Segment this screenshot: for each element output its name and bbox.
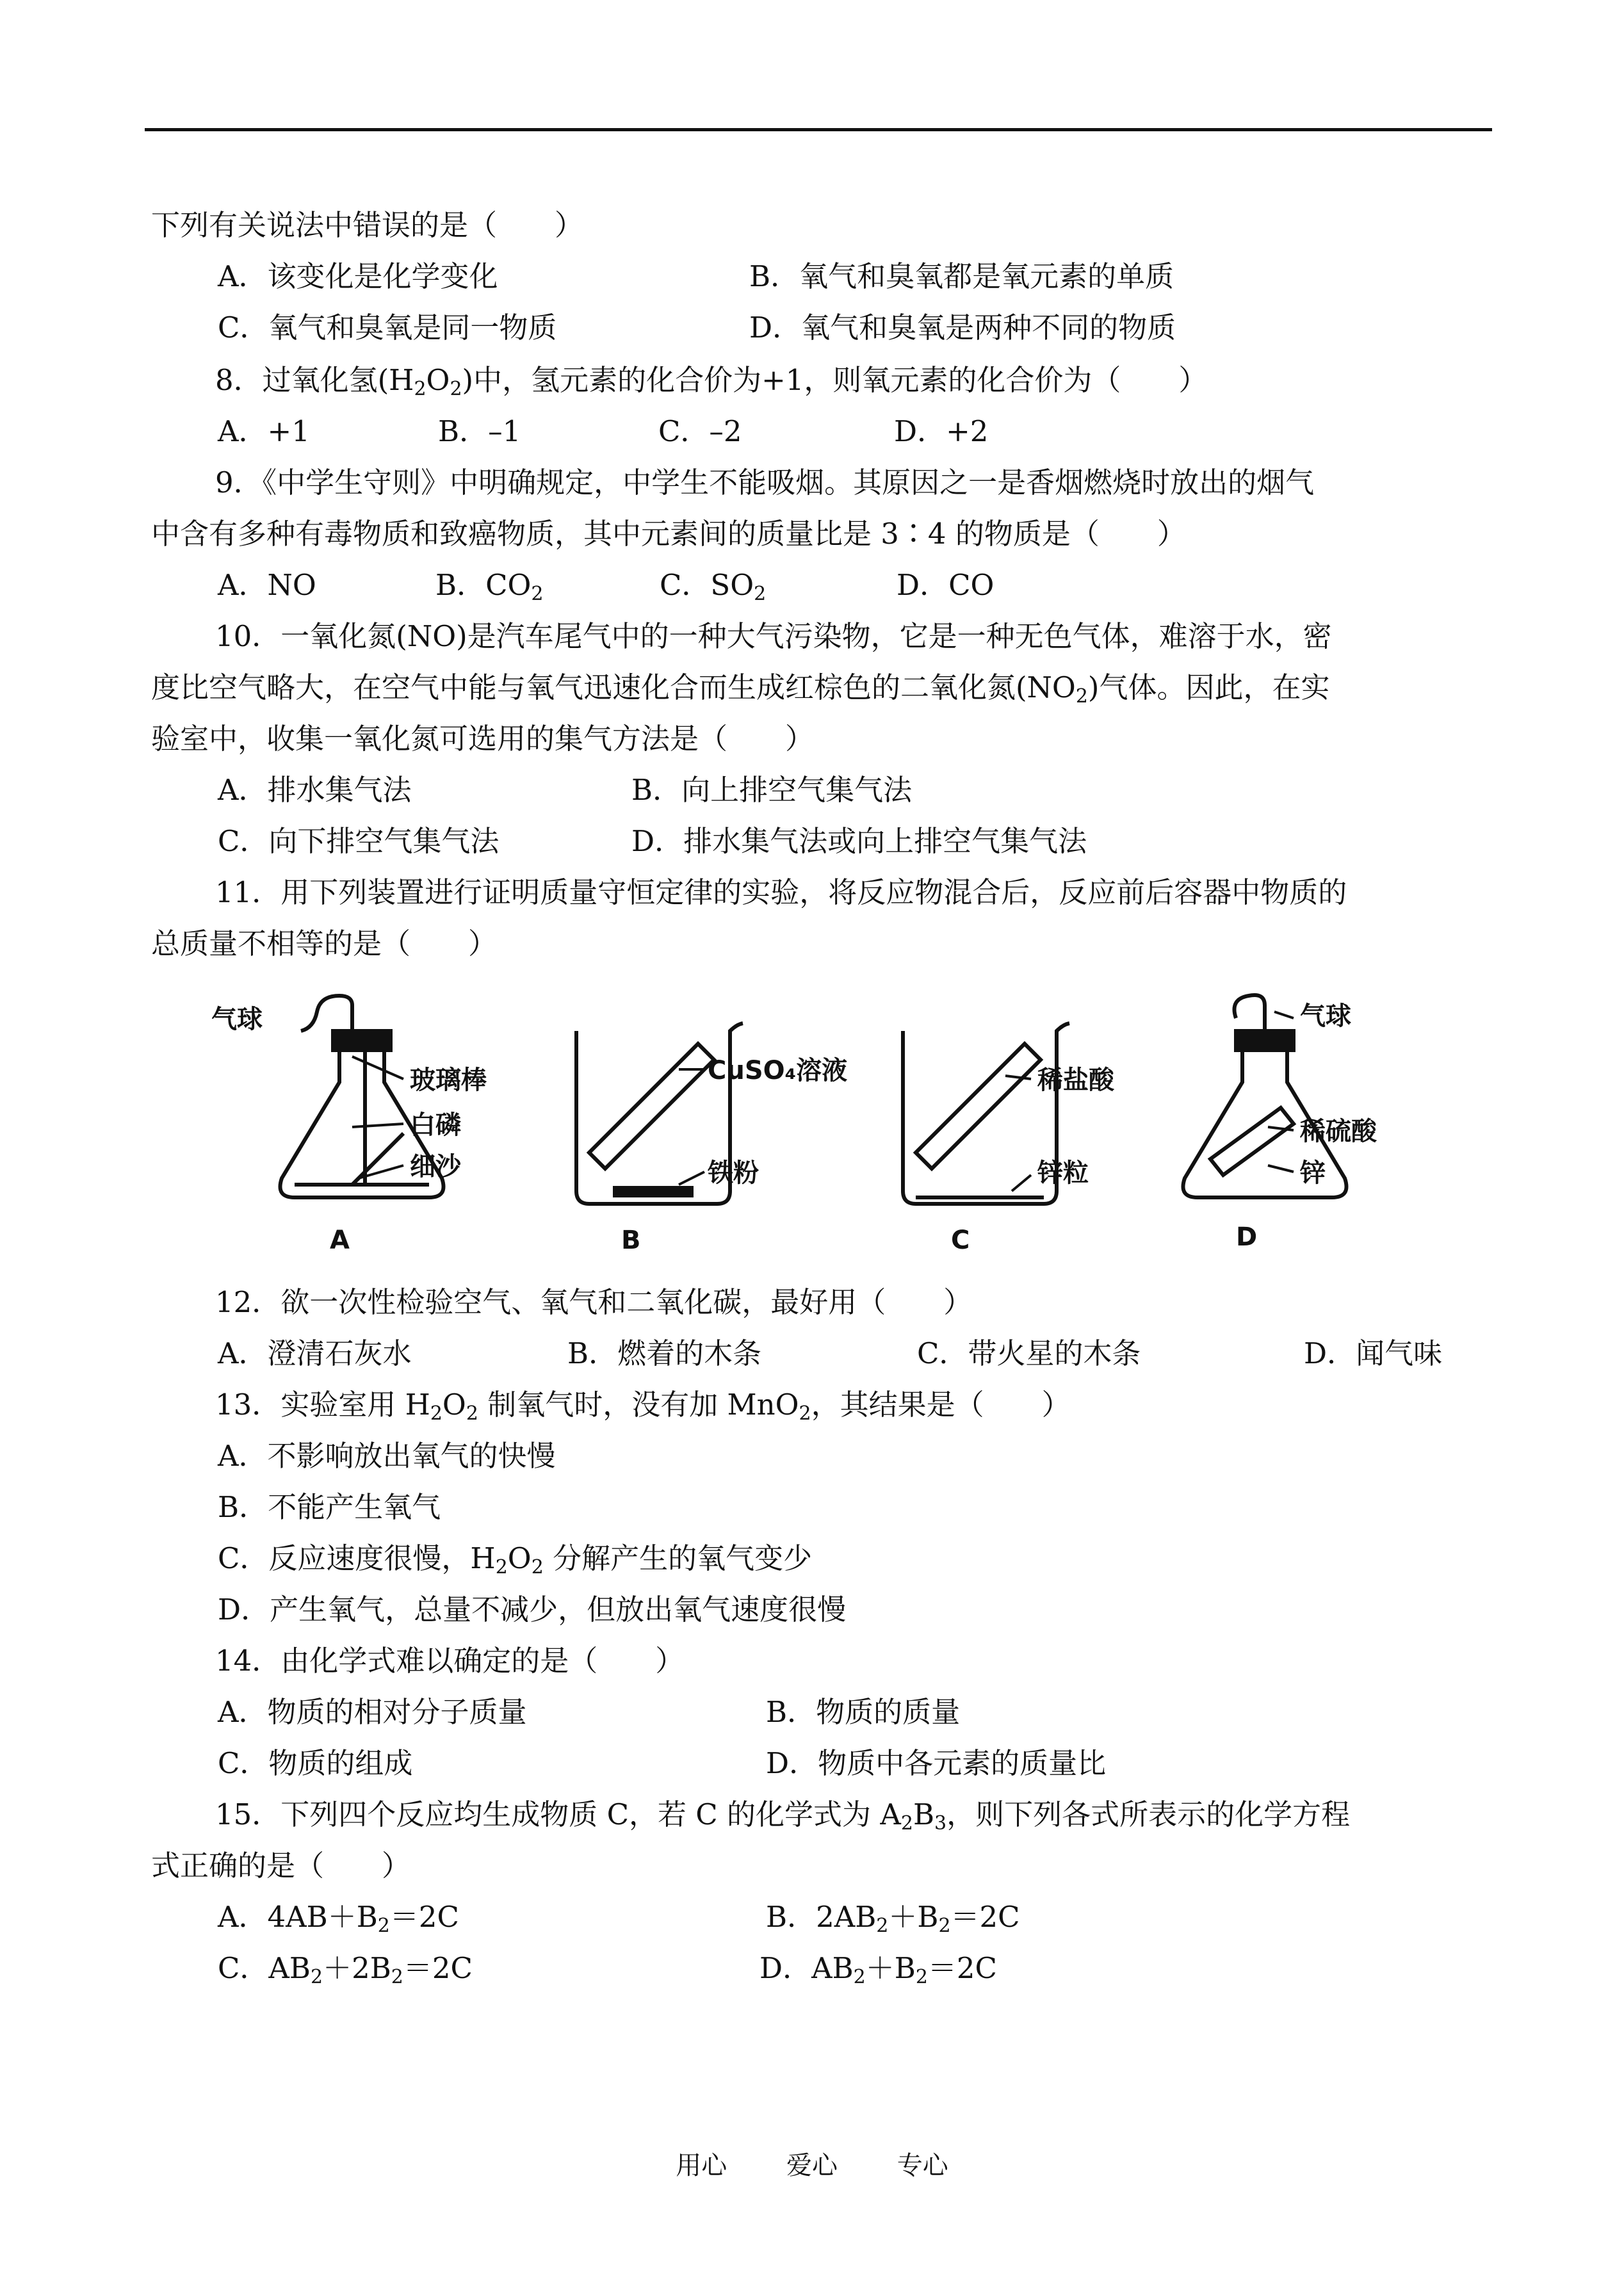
page-footer: [0, 2145, 1624, 2182]
q7-option-c: C．氧气和臭氧是同一物质: [218, 311, 557, 345]
q9-option-b: B．$CO_2$: [435, 568, 544, 605]
q8-option-c: C．–2: [658, 414, 742, 448]
q7-option-b: B．氧气和臭氧都是氧元素的单质: [749, 259, 1174, 293]
q10-line-3: 验室中，收集一氧化氮可选用的集气方法是（ ）: [151, 722, 815, 756]
q13-option-b: B．不能产生氧气: [218, 1490, 441, 1524]
q8-option-b: B．–1: [438, 414, 521, 448]
q10-line-1: 10．一氧化氮(NO)是汽车尾气中的一种大气污染物，它是一种无色气体，难溶于水，密: [215, 619, 1332, 653]
q15-option-c: C．$AB_2+2B_2=2C$: [218, 1951, 473, 1988]
q15-option-a: A．$4AB+B_2=2C$: [218, 1900, 459, 1937]
q7-option-d: D．氧气和臭氧是两种不同的物质: [749, 311, 1176, 345]
fig-a-white-phosphorus-label: 白磷: [410, 1110, 461, 1140]
q12-option-b: B．燃着的木条: [567, 1336, 762, 1370]
q7-intro: 下列有关说法中错误的是（ ）: [151, 208, 584, 242]
q7-option-a: A．该变化是化学变化: [218, 259, 498, 293]
footer-word-3: 专心: [897, 2151, 948, 2180]
q8-stem: 8．过氧化氢$(H_2O_2)$中，氢元素的化合价为+1，则氧元素的化合价为（ ）: [215, 363, 1208, 400]
q13-option-c: C．反应速度很慢，$H_2O_2$ 分解产生的氧气变少: [218, 1541, 813, 1578]
fig-label-b: B: [621, 1226, 641, 1255]
fig-a-sand-label: 细沙: [410, 1152, 461, 1181]
q9-line-1: 9．《中学生守则》中明确规定，中学生不能吸烟。其原因之一是香烟燃烧时放出的烟气: [215, 466, 1315, 499]
q10-option-c: C．向下排空气集气法: [218, 824, 499, 858]
q15-line-1: 15．下列四个反应均生成物质 C，若 C 的化学式为 $A_2B_3$，则下列各式所表示的化学方程: [215, 1797, 1351, 1835]
q14-option-a: A．物质的相对分子质量: [218, 1695, 527, 1729]
q12-option-c: C．带火星的木条: [917, 1336, 1141, 1370]
q13-option-d: D．产生氧气，总量不减少，但放出氧气速度很慢: [218, 1593, 847, 1626]
q11-line-2: 总质量不相等的是（ ）: [151, 927, 498, 961]
fig-label-d: D: [1236, 1222, 1258, 1252]
fig-label-c: C: [951, 1226, 970, 1255]
fig-c-zinc-label: 锌粒: [1037, 1158, 1089, 1188]
apparatus-figure: [192, 993, 1447, 1261]
header-rule: [145, 128, 1492, 131]
fig-d-balloon-label: 气球: [1300, 1002, 1351, 1031]
q9-option-d: D．CO: [897, 568, 995, 602]
q14-option-d: D．物质中各元素的质量比: [766, 1746, 1107, 1780]
q9-line-2: 中含有多种有毒物质和致癌物质，其中元素间的质量比是 3∶4 的物质是（ ）: [151, 517, 1186, 551]
fig-b-cuso4-label: CuSO₄溶液: [708, 1056, 848, 1085]
fig-a-balloon-label: 气球: [211, 1005, 263, 1034]
fig-label-a: A: [330, 1226, 350, 1255]
q10-option-a: A．排水集气法: [218, 773, 412, 807]
q9-option-a: A．NO: [218, 568, 316, 602]
q15-option-d: D．$AB_2+B_2=2C$: [759, 1951, 997, 1988]
q8-option-a: A．+1: [218, 414, 310, 448]
q13-stem: 13．实验室用 $H_2O_2$ 制氧气时，没有加 MnO$_2$，其结果是（ ）: [215, 1388, 1071, 1425]
q12-stem: 12．欲一次性检验空气、氧气和二氧化碳，最好用（ ）: [215, 1285, 973, 1319]
fig-c-hcl-label: 稀盐酸: [1037, 1066, 1114, 1095]
q11-line-1: 11．用下列装置进行证明质量守恒定律的实验，将反应物混合后，反应前后容器中物质的: [215, 875, 1347, 909]
q9-option-c: C．$SO_2$: [660, 568, 767, 605]
q12-option-d: D．闻气味: [1304, 1336, 1443, 1370]
q14-option-b: B．物质的质量: [766, 1695, 961, 1729]
fig-d-h2so4-label: 稀硫酸: [1300, 1117, 1377, 1146]
fig-b-iron-label: 铁粉: [708, 1158, 759, 1188]
q8-option-d: D．+2: [894, 414, 989, 448]
fig-d-zinc-label: 锌: [1300, 1158, 1326, 1188]
q14-option-c: C．物质的组成: [218, 1746, 413, 1780]
q13-option-a: A．不影响放出氧气的快慢: [218, 1439, 556, 1473]
q10-line-2: 度比空气略大，在空气中能与氧气迅速化合而生成红棕色的二氧化氮$(NO_2)$气体。因此，在实: [151, 670, 1330, 708]
q10-option-d: D．排水集气法或向上排空气集气法: [631, 824, 1087, 858]
q15-option-b: B．$2AB_2+B_2=2C$: [766, 1900, 1020, 1937]
q12-option-a: A．澄清石灰水: [218, 1336, 412, 1370]
q14-stem: 14．由化学式难以确定的是（ ）: [215, 1644, 685, 1678]
q15-line-2: 式正确的是（ ）: [151, 1849, 411, 1883]
fig-a-glass-rod-label: 玻璃棒: [410, 1066, 487, 1095]
footer-word-2: 爱心: [786, 2151, 838, 2180]
q10-option-b: B．向上排空气集气法: [631, 773, 913, 807]
footer-word-1: 用心: [676, 2151, 727, 2180]
